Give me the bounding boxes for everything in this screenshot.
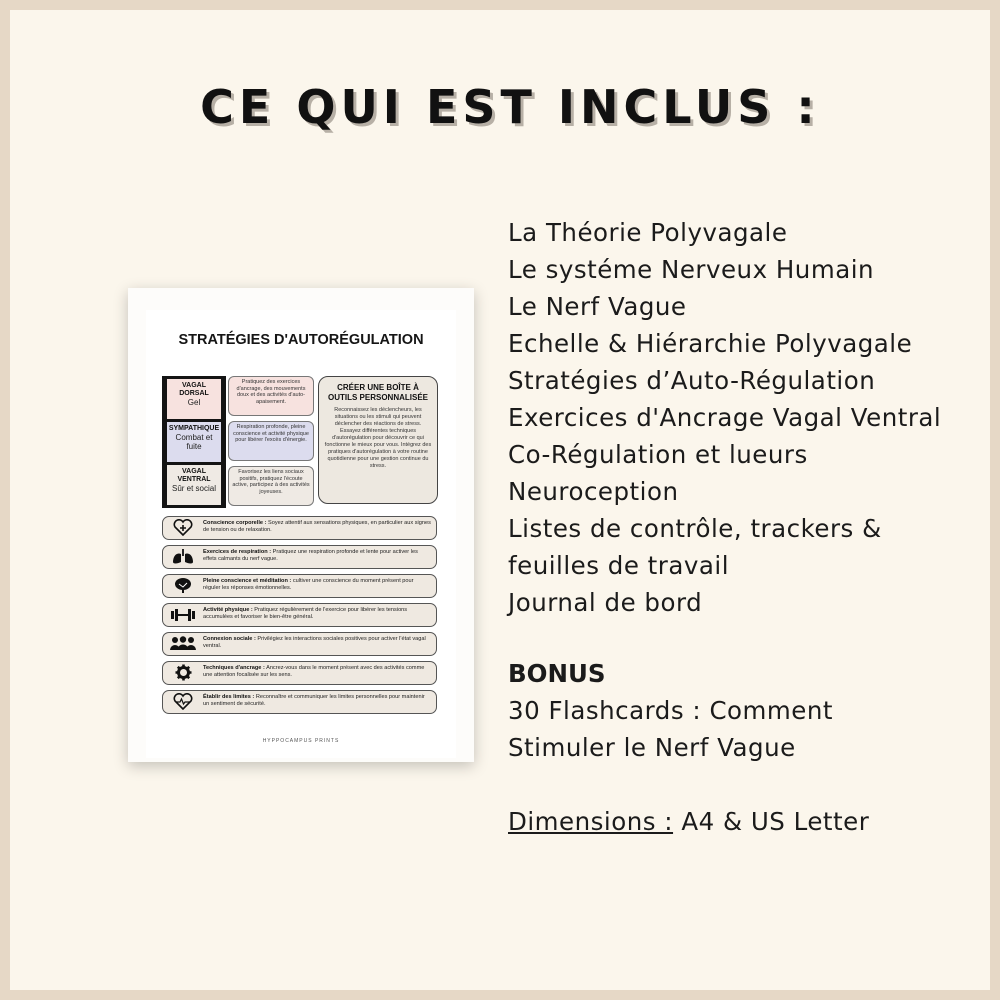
bonus-line: 30 Flashcards : Comment [508, 696, 833, 725]
list-item: Neuroception [508, 477, 679, 506]
strategy-text: Établir des limites : Reconnaître et communiquer les limites personnelles pour maintenir un sentiment de sécurité. [203, 694, 425, 707]
strategy-row [162, 516, 437, 540]
people-icon [167, 635, 199, 652]
rung-label: VAGAL VENTRAL [177, 468, 211, 483]
brand-label: HYPPOCAMPUS PRINTS [262, 738, 340, 744]
dimensions-value: A4 & US Letter [673, 807, 870, 836]
ladder-desc-dorsal: Pratiquez des exercices d'ancrage, des mouvements doux et des activités d'auto-apaisement. [228, 376, 314, 416]
list-item: Stratégies d’Auto-Régulation [508, 366, 876, 395]
strategy-row [162, 632, 437, 656]
polyvagal-ladder [162, 376, 226, 508]
toolbox-box [318, 376, 438, 504]
dimensions-line [508, 803, 1000, 840]
strategy-row [162, 545, 437, 569]
ladder-rung-sympathetic [167, 422, 221, 462]
bonus-heading: BONUS [508, 659, 606, 688]
brain-tree-icon [167, 577, 199, 594]
page-heading: CE QUI EST INCLUS : [200, 80, 820, 134]
toolbox-title: CRÉER UNE BOÎTE À OUTILS PERSONNALISÉE [327, 383, 428, 402]
poster-title: STRATÉGIES D'AUTORÉGULATION [178, 332, 424, 348]
heartbeat-icon [167, 693, 199, 710]
included-list [508, 214, 1000, 840]
rung-label: VAGAL DORSAL [179, 382, 209, 397]
strategy-text: Techniques d'ancrage : Ancrez-vous dans le moment présent avec des activités comme une attention focalisée sur les sens. [203, 665, 425, 678]
list-item: Journal de bord [508, 588, 703, 617]
lungs-icon [167, 548, 199, 565]
list-item: Co-Régulation et lueurs [508, 440, 808, 469]
gear-icon [167, 664, 199, 681]
strategy-row [162, 574, 437, 598]
ladder-rung-ventral [167, 465, 221, 505]
poster [146, 310, 456, 758]
list-item: feuilles de travail [508, 551, 730, 580]
rung-label: SYMPATHIQUE [168, 425, 220, 432]
ladder-desc-sympathetic: Respiration profonde, pleine conscience et activité physique pour libérer l'excès d'énergie. [228, 421, 314, 461]
list-item: Le Nerf Vague [508, 292, 687, 321]
strategy-text: Conscience corporelle : Soyez attentif aux sensations physiques, en particulier aux signes de tension ou de relaxation. [203, 520, 431, 533]
dimensions-label: Dimensions : [508, 807, 674, 836]
list-item: La Théorie Polyvagale [508, 218, 788, 247]
ladder-rung-dorsal [167, 379, 221, 419]
list-item: Le systéme Nerveux Humain [508, 255, 875, 284]
strategy-text: Pleine conscience et méditation : cultiver une conscience du moment présent pour réguler les réponses émotionnelles. [203, 578, 414, 591]
strategy-text: Connexion sociale : Privilégiez les interactions sociales positives pour activer l'état vagal ventral. [203, 636, 426, 649]
list-item: Echelle & Hiérarchie Polyvagale [508, 329, 913, 358]
toolbox-text: Reconnaissez les déclencheurs, les situations ou les stimuli qui peuvent déclencher des réactions de stress. Essayez différentes techniques d'autorégulation pour découvrir ce qui fonctionne le mieux pour vous. Intégrez des pratiques d'autorégulation à votre routine quotidienne pour une gestion continue du stress. [324, 407, 432, 469]
strategy-row [162, 690, 437, 714]
list-item: Listes de contrôle, trackers & [508, 514, 882, 543]
heart-plus-icon [167, 519, 199, 536]
rung-sub: Gel [187, 398, 201, 407]
strategy-text: Activité physique : Pratiquez régulièrement de l'exercice pour libérer les tensions accumulées et favoriser le bien-être général. [203, 607, 408, 620]
strategy-row [162, 661, 437, 685]
list-item: Exercices d'Ancrage Vagal Ventral [508, 403, 942, 432]
strategy-text: Exercices de respiration : Pratiquez une respiration profonde et lente pour activer les effets calmants du nerf vague. [203, 549, 418, 562]
bonus-line: Stimuler le Nerf Vague [508, 733, 796, 762]
rung-sub: Combat et fuite [175, 433, 213, 451]
strategy-row [162, 603, 437, 627]
rung-sub: Sûr et social [171, 484, 217, 493]
ladder-desc-ventral: Favorisez les liens sociaux positifs, pratiquez l'écoute active, participez à des activités joyeuses. [228, 466, 314, 506]
dumbbell-icon [167, 606, 199, 623]
